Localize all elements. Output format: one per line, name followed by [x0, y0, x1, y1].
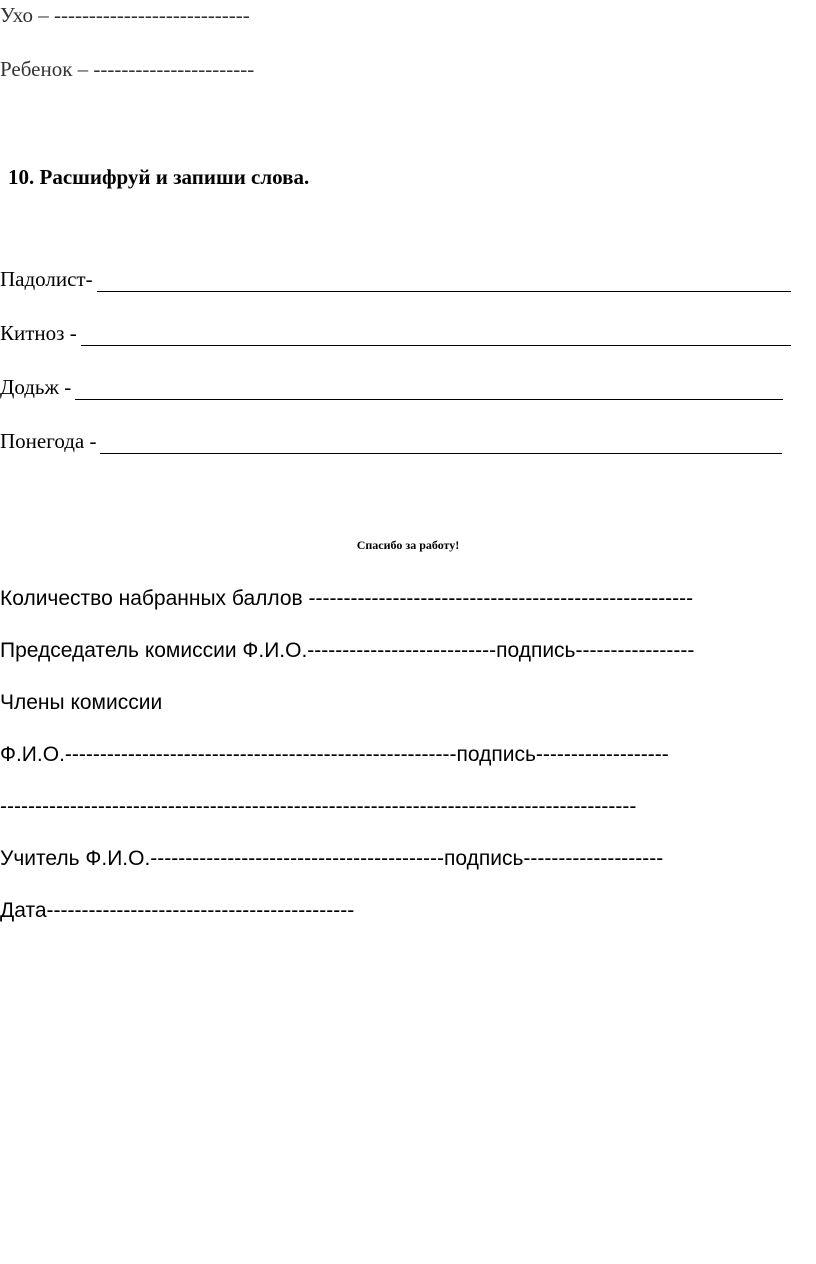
chair-line [0, 638, 694, 664]
answer-line-4[interactable] [100, 433, 782, 454]
answer-line-3[interactable] [75, 379, 783, 400]
scrambled-word-1: Падолист- [0, 267, 93, 291]
members-signature-label: подпись [456, 743, 536, 766]
teacher-line [0, 846, 663, 872]
scrambled-word-4: Понегода - [0, 429, 97, 453]
answer-row-1 [0, 266, 791, 292]
chair-name-field: Председатель комиссии Ф.И.О.--------------------------- [0, 639, 497, 662]
date-line: Дата-------------------------------------------- [0, 899, 355, 922]
members-line [0, 742, 669, 768]
scrambled-word-2: Китноз - [0, 321, 77, 345]
child-line: Ребенок – ----------------------- [0, 57, 255, 81]
score-line: Количество набранных баллов ------------------------------------------------------- [0, 587, 694, 610]
ear-line: Ухо – ---------------------------- [0, 3, 250, 27]
members-label: Члены комиссии [0, 691, 163, 714]
teacher-signature-label: подпись [444, 847, 524, 870]
members-name-field: Ф.И.О.-------------------------------------------------------- [0, 743, 457, 766]
answer-row-2 [0, 320, 791, 346]
thanks-heading: Спасибо за работу! [356, 538, 460, 552]
chair-signature-field: ----------------- [575, 639, 695, 662]
answer-row-4 [0, 428, 782, 454]
members-signature-field: ------------------- [535, 743, 669, 766]
task-10-heading: 10. Расшифруй и запиши слова. [8, 165, 310, 189]
answer-line-2[interactable] [81, 325, 791, 346]
blank-dash-line: ------------------------------------------------------------------------------------------- [0, 795, 637, 818]
teacher-name-field: Учитель Ф.И.О.------------------------------------------ [0, 847, 445, 870]
scrambled-word-3: Додьж - [0, 375, 72, 399]
answer-line-1[interactable] [97, 271, 791, 292]
teacher-signature-field: -------------------- [523, 847, 664, 870]
answer-row-3 [0, 374, 783, 400]
chair-signature-label: подпись [496, 639, 576, 662]
